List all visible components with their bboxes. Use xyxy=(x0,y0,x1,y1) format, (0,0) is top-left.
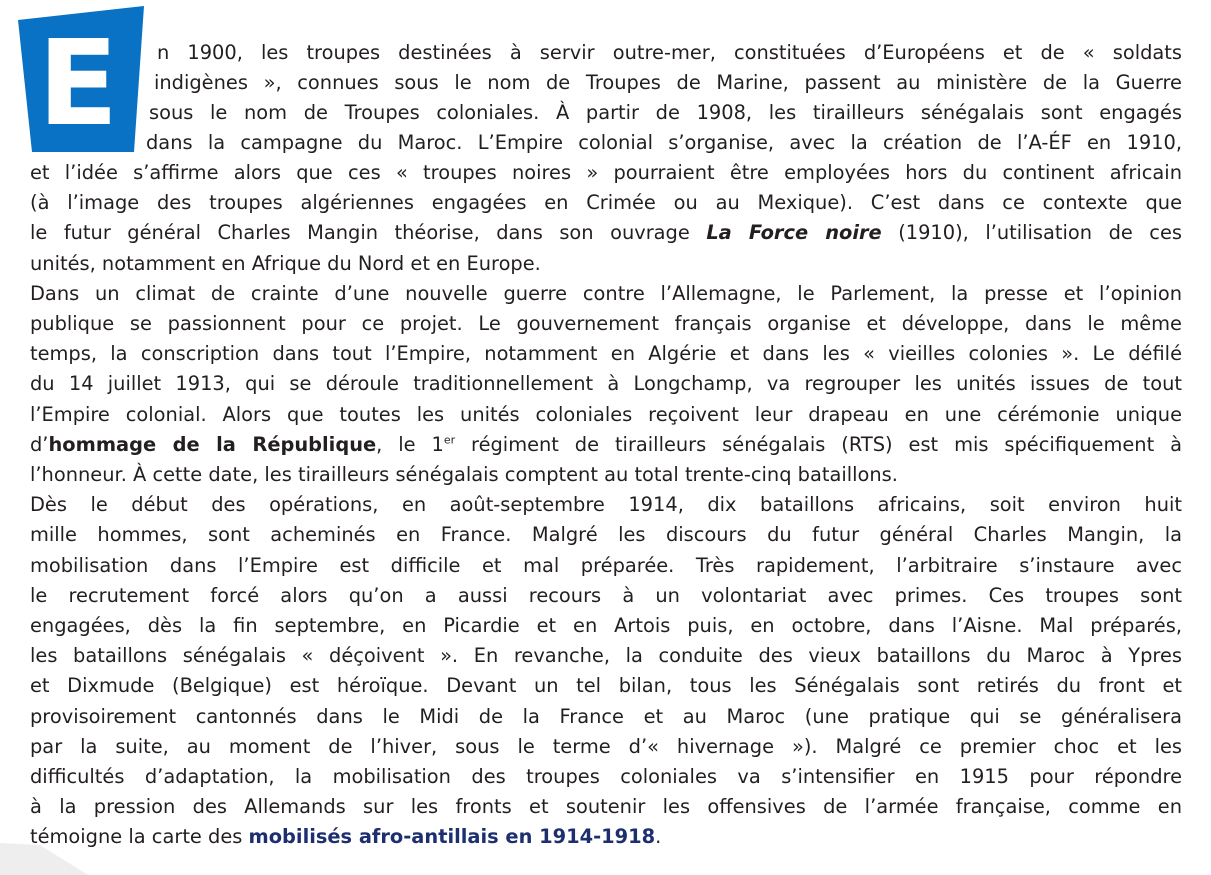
text-line: (à l’image des troupes algériennes engagées en Crimée ou au Mexique). C’est dans ce contexte que xyxy=(30,191,1182,215)
map-link[interactable]: mobilisés afro-antillais en 1914-1918 xyxy=(248,825,656,849)
book-title: La Force noire xyxy=(706,221,882,245)
text-line: à la pression des Allemands sur les fronts et soutenir les offensives de l’armée française, comme en xyxy=(30,795,1182,819)
text-line: Dès le début des opérations, en août-septembre 1914, dix bataillons africains, soit environ huit xyxy=(30,493,1182,517)
text-line: unités, notamment en Afrique du Nord et en Europe. xyxy=(30,251,541,275)
text-line: provisoirement cantonnés dans le Midi de la France et au Maroc (une pratique qui se généralisera xyxy=(30,704,1182,728)
text-line: du 14 juillet 1913, qui se déroule traditionnellement à Longchamp, va regrouper les unités issues de tout xyxy=(30,372,1182,396)
text-run: (1910), l’utilisation de ces xyxy=(881,221,1182,245)
text-line: mobilisation dans l’Empire est difficile et mal préparée. Très rapidement, l’arbitraire s’instaure avec xyxy=(30,553,1182,577)
text-run: , le 1 xyxy=(376,432,444,456)
paragraph-3 xyxy=(30,490,1182,852)
text-line: publique se passionnent pour ce projet. Le gouvernement français organise et développe, dans le même xyxy=(30,312,1182,336)
paragraph-1 xyxy=(30,158,1182,279)
text-line: temps, la conscription dans tout l’Empire, notamment en Algérie et dans les « vieilles colonies ». Le défilé xyxy=(30,342,1182,366)
corner-decoration xyxy=(0,815,90,875)
superscript: er xyxy=(443,433,456,447)
article-body xyxy=(30,158,1182,853)
text-run: d’ xyxy=(30,432,49,456)
text-run: témoigne la carte des xyxy=(30,825,249,849)
text-line: par la suite, au moment de l’hiver, sous le terme d’« hivernage »). Malgré ce premier choc et les xyxy=(30,734,1182,758)
intro-line-2: indigènes », connues sous le nom de Troupes de Marine, passent au ministère de la Guerre xyxy=(154,71,1182,94)
drop-cap xyxy=(18,6,146,152)
text-line: l’honneur. À cette date, les tirailleurs sénégalais comptent au total trente-cinq bataillons. xyxy=(30,463,898,487)
text-line: et l’idée s’affirme alors que ces « troupes noires » pourraient être employées hors du continent africain xyxy=(30,161,1182,184)
text-run: . xyxy=(655,825,662,849)
text-line: difficultés d’adaptation, la mobilisation des troupes coloniales va s’intensifier en 1915 pour répondre xyxy=(30,765,1182,789)
intro-line-4: dans la campagne du Maroc. L’Empire colonial s’organise, avec la création de l’A-ÉF en 1910, xyxy=(146,131,1182,154)
intro-line-3: sous le nom de Troupes coloniales. À partir de 1908, les tirailleurs sénégalais sont engagés xyxy=(149,101,1182,124)
paragraph-2 xyxy=(30,279,1182,490)
drop-cap-letter: E xyxy=(37,14,119,152)
text-line: mille hommes, sont acheminés en France. Malgré les discours du futur général Charles Mangin, la xyxy=(30,523,1182,547)
text-line xyxy=(30,218,1182,248)
text-run: régiment de tirailleurs sénégalais (RTS) est mis spécifiquement à xyxy=(455,432,1182,456)
text-line xyxy=(30,822,1182,852)
intro-line-1: n 1900, les troupes destinées à servir outre-mer, constituées d’Européens et de « soldats xyxy=(157,41,1182,64)
text-line xyxy=(30,430,1182,460)
text-line: les bataillons sénégalais « déçoivent ». En revanche, la conduite des vieux bataillons du Maroc à Ypres xyxy=(30,644,1182,668)
text-line: engagées, dès la fin septembre, en Picardie et en Artois puis, en octobre, dans l’Aisne. Mal préparés, xyxy=(30,614,1182,638)
text-line: l’Empire colonial. Alors que toutes les unités coloniales reçoivent leur drapeau en une cérémonie unique xyxy=(30,402,1182,426)
text-run: le futur général Charles Mangin théorise, dans son ouvrage xyxy=(30,221,707,245)
text-line: le recrutement forcé alors qu’on a aussi recours à un volontariat avec primes. Ces troupes sont xyxy=(30,583,1182,607)
text-line: et Dixmude (Belgique) est héroïque. Devant un tel bilan, tous les Sénégalais sont retirés du front et xyxy=(30,674,1182,698)
text-line: Dans un climat de crainte d’une nouvelle guerre contre l’Allemagne, le Parlement, la presse et l’opinion xyxy=(30,281,1182,305)
highlight-term: hommage de la République xyxy=(48,432,377,456)
